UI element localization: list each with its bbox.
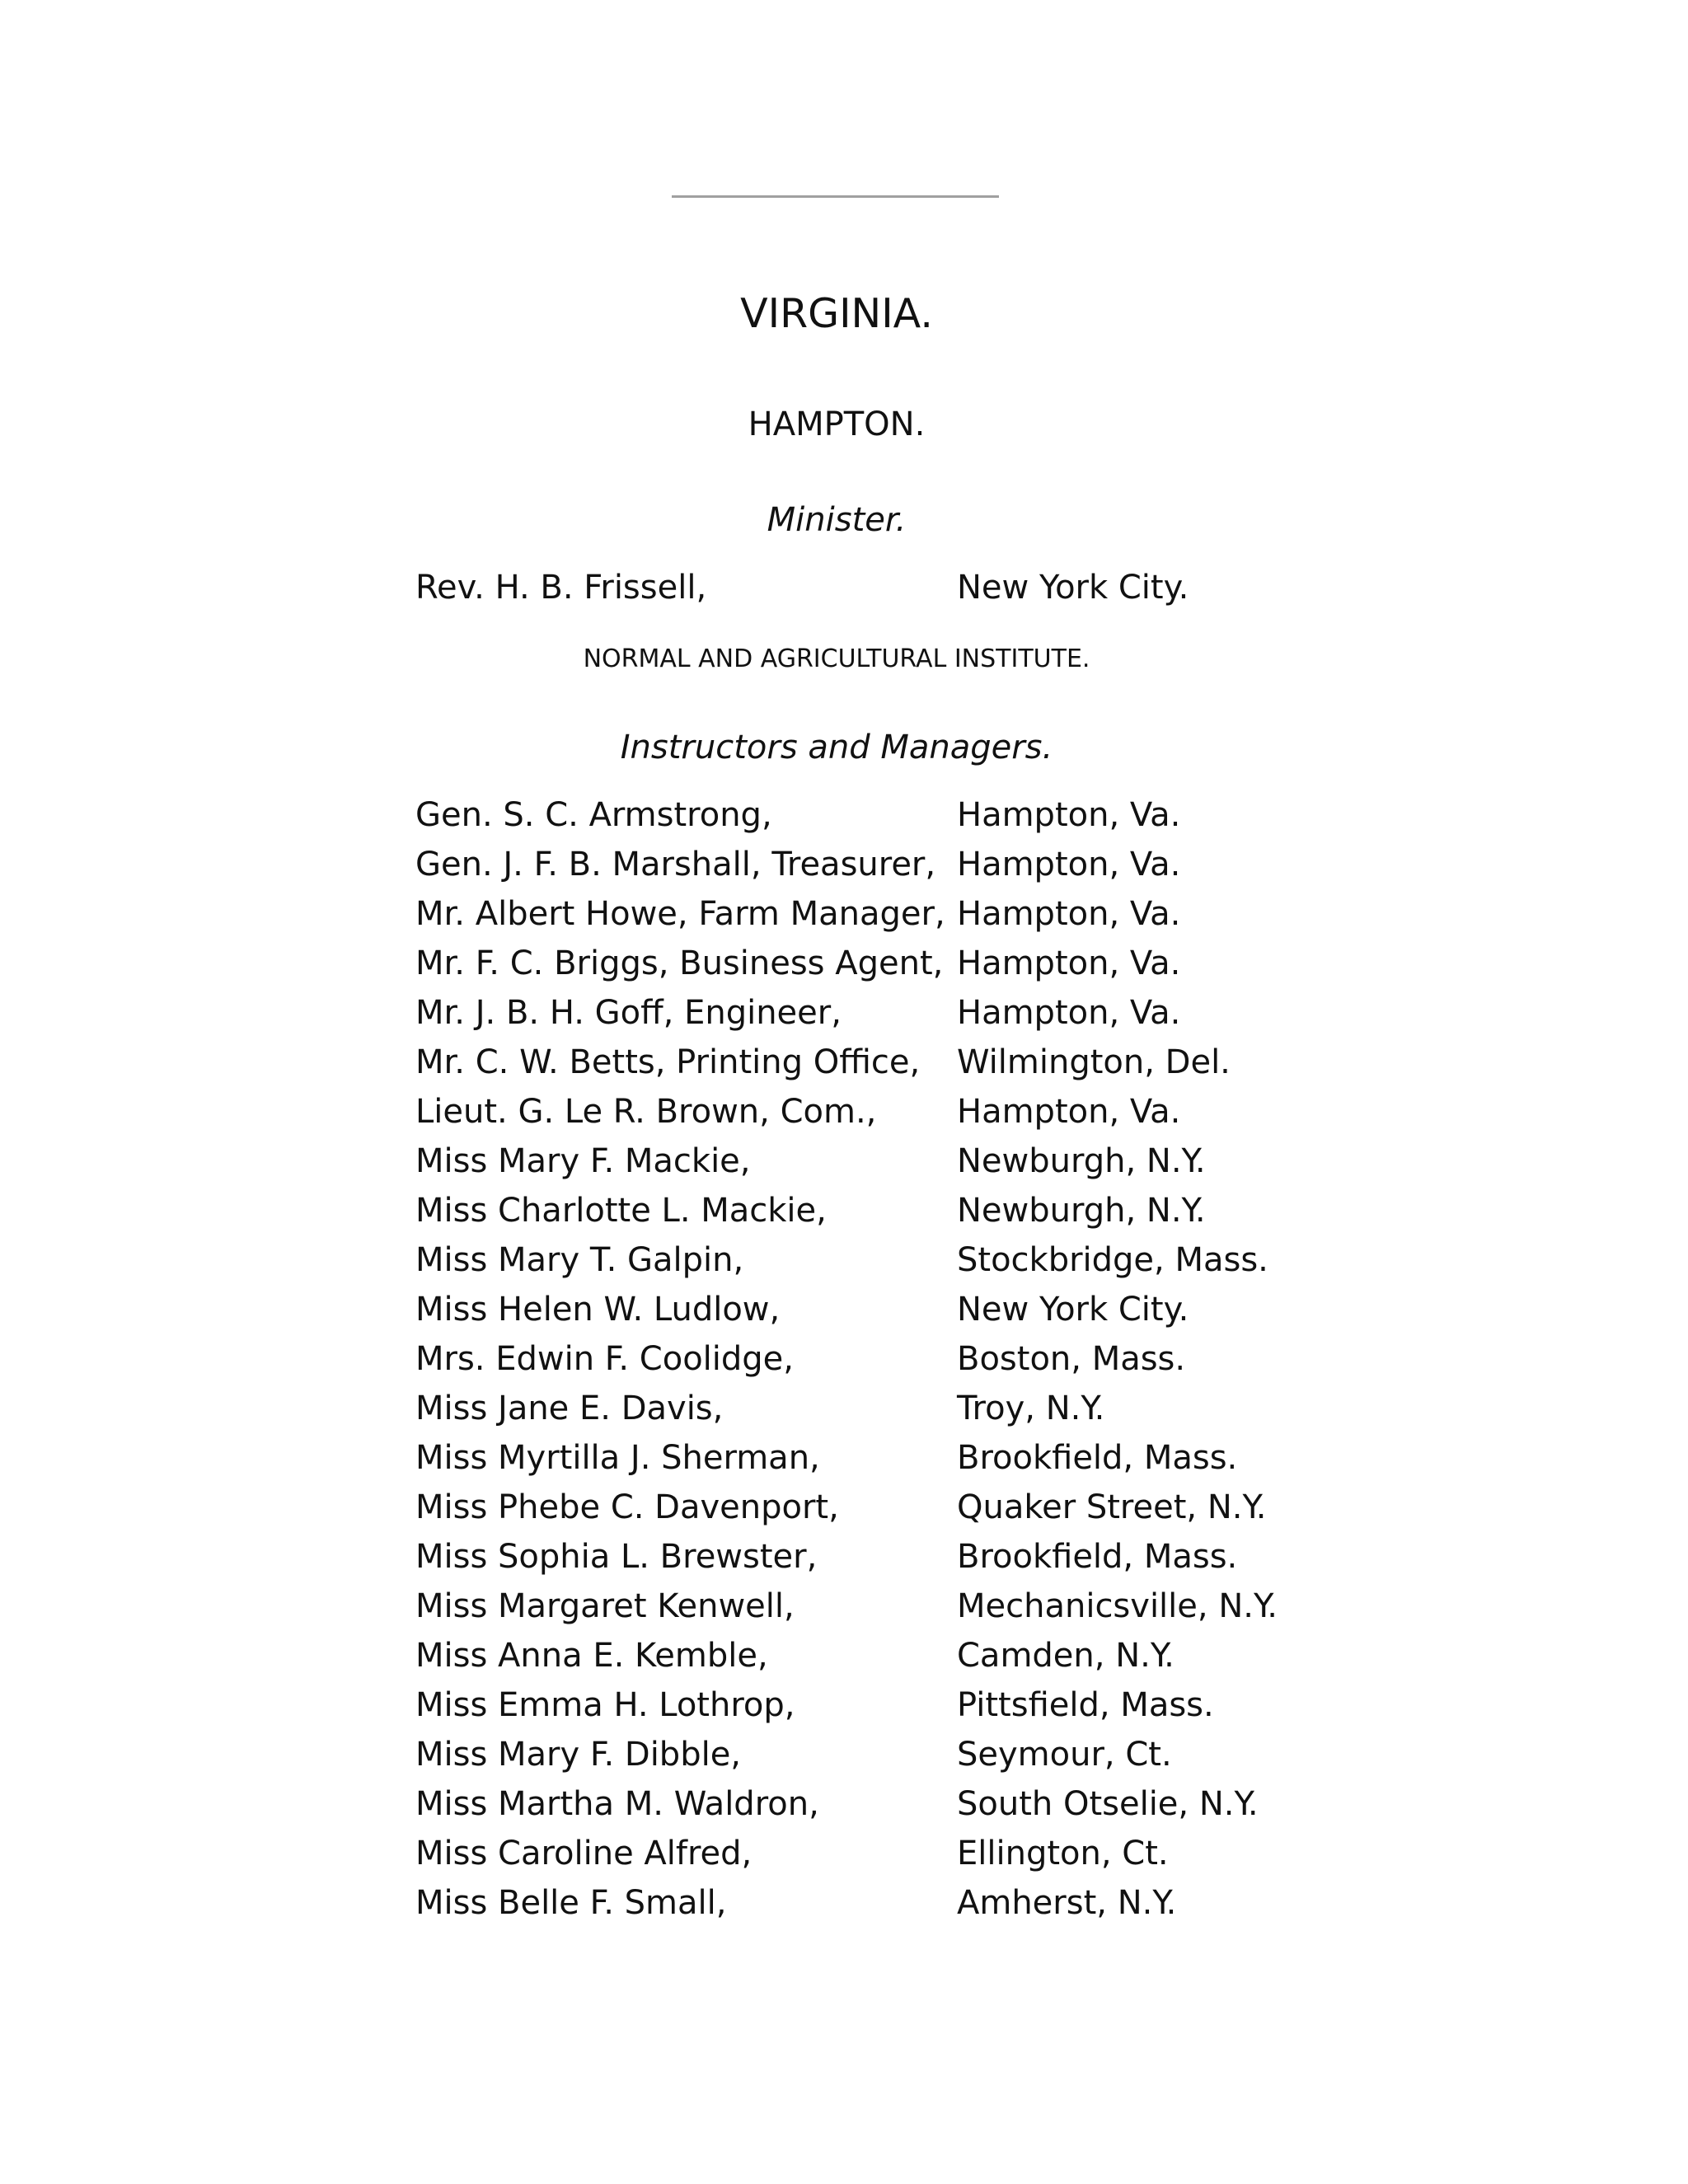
staff-place: New York City. bbox=[957, 1291, 1189, 1329]
staff-entry bbox=[0, 1835, 1688, 1884]
staff-place: Pittsfield, Mass. bbox=[957, 1686, 1214, 1724]
staff-place: Boston, Mass. bbox=[957, 1340, 1186, 1378]
minister-heading: Minister. bbox=[767, 501, 907, 539]
staff-name: Miss Caroline Alfred, bbox=[415, 1835, 753, 1872]
staff-place: Brookfield, Mass. bbox=[957, 1439, 1238, 1477]
staff-place: Camden, N.Y. bbox=[957, 1637, 1175, 1675]
staff-name: Gen. S. C. Armstrong, bbox=[415, 796, 772, 834]
staff-name: Miss Charlotte L. Mackie, bbox=[415, 1192, 827, 1230]
staff-heading: Instructors and Managers. bbox=[620, 729, 1053, 766]
staff-name: Miss Mary T. Galpin, bbox=[415, 1241, 744, 1279]
staff-entry bbox=[0, 796, 1688, 846]
staff-name: Mrs. Edwin F. Coolidge, bbox=[415, 1340, 795, 1378]
staff-entry bbox=[0, 1439, 1688, 1488]
staff-entry bbox=[0, 1587, 1688, 1637]
minister-name: Rev. H. B. Frissell, bbox=[415, 569, 707, 607]
staff-name: Miss Martha M. Waldron, bbox=[415, 1785, 819, 1823]
staff-place: Newburgh, N.Y. bbox=[957, 1192, 1206, 1230]
staff-place: Hampton, Va. bbox=[957, 846, 1181, 883]
staff-name: Miss Mary F. Mackie, bbox=[415, 1142, 751, 1180]
town-heading: HAMPTON. bbox=[748, 405, 926, 443]
staff-place: Hampton, Va. bbox=[957, 1093, 1181, 1131]
staff-name: Miss Phebe C. Davenport, bbox=[415, 1488, 839, 1526]
staff-entry bbox=[0, 1142, 1688, 1192]
staff-entry bbox=[0, 1093, 1688, 1142]
staff-entry bbox=[0, 1637, 1688, 1686]
staff-name: Mr. J. B. H. Goff, Engineer, bbox=[415, 994, 842, 1032]
staff-name: Miss Sophia L. Brewster, bbox=[415, 1538, 818, 1576]
state-heading: VIRGINIA. bbox=[740, 290, 933, 337]
staff-entry bbox=[0, 1192, 1688, 1241]
staff-name: Gen. J. F. B. Marshall, Treasurer, bbox=[415, 846, 936, 883]
staff-place: Amherst, N.Y. bbox=[957, 1884, 1177, 1922]
staff-name: Mr. C. W. Betts, Printing Office, bbox=[415, 1043, 921, 1081]
staff-place: Stockbridge, Mass. bbox=[957, 1241, 1268, 1279]
staff-entry bbox=[0, 1736, 1688, 1785]
staff-name: Miss Helen W. Ludlow, bbox=[415, 1291, 781, 1329]
staff-place: Troy, N.Y. bbox=[957, 1390, 1105, 1427]
staff-entry bbox=[0, 944, 1688, 994]
staff-place: Wilmington, Del. bbox=[957, 1043, 1231, 1081]
staff-entry bbox=[0, 1390, 1688, 1439]
staff-entry bbox=[0, 1340, 1688, 1390]
staff-name: Miss Margaret Kenwell, bbox=[415, 1587, 795, 1625]
staff-name: Miss Mary F. Dibble, bbox=[415, 1736, 742, 1774]
staff-entry bbox=[0, 1043, 1688, 1093]
staff-entry bbox=[0, 846, 1688, 895]
staff-place: Hampton, Va. bbox=[957, 944, 1181, 982]
staff-place: Seymour, Ct. bbox=[957, 1736, 1172, 1774]
staff-place: Ellington, Ct. bbox=[957, 1835, 1169, 1872]
staff-entry bbox=[0, 1884, 1688, 1933]
staff-name: Miss Myrtilla J. Sherman, bbox=[415, 1439, 820, 1477]
staff-place: Hampton, Va. bbox=[957, 994, 1181, 1032]
staff-name: Mr. Albert Howe, Farm Manager, bbox=[415, 895, 945, 933]
staff-entry bbox=[0, 895, 1688, 944]
institute-title: NORMAL AND AGRICULTURAL INSTITUTE. bbox=[583, 644, 1090, 673]
staff-place: Hampton, Va. bbox=[957, 895, 1181, 933]
staff-name: Mr. F. C. Briggs, Business Agent, bbox=[415, 944, 944, 982]
staff-entry bbox=[0, 1785, 1688, 1835]
staff-place: Mechanicsville, N.Y. bbox=[957, 1587, 1278, 1625]
staff-name: Miss Belle F. Small, bbox=[415, 1884, 727, 1922]
staff-place: South Otselie, N.Y. bbox=[957, 1785, 1259, 1823]
staff-entry bbox=[0, 994, 1688, 1043]
staff-name: Miss Jane E. Davis, bbox=[415, 1390, 724, 1427]
staff-entry bbox=[0, 1291, 1688, 1340]
staff-entry bbox=[0, 1686, 1688, 1736]
minister-place: New York City. bbox=[957, 569, 1189, 607]
staff-name: Lieut. G. Le R. Brown, Com., bbox=[415, 1093, 877, 1131]
staff-entry bbox=[0, 1488, 1688, 1538]
staff-place: Quaker Street, N.Y. bbox=[957, 1488, 1267, 1526]
staff-name: Miss Emma H. Lothrop, bbox=[415, 1686, 795, 1724]
staff-place: Brookfield, Mass. bbox=[957, 1538, 1238, 1576]
staff-place: Hampton, Va. bbox=[957, 796, 1181, 834]
staff-place: Newburgh, N.Y. bbox=[957, 1142, 1206, 1180]
staff-name: Miss Anna E. Kemble, bbox=[415, 1637, 768, 1675]
staff-entry bbox=[0, 1241, 1688, 1291]
staff-entry bbox=[0, 1538, 1688, 1587]
